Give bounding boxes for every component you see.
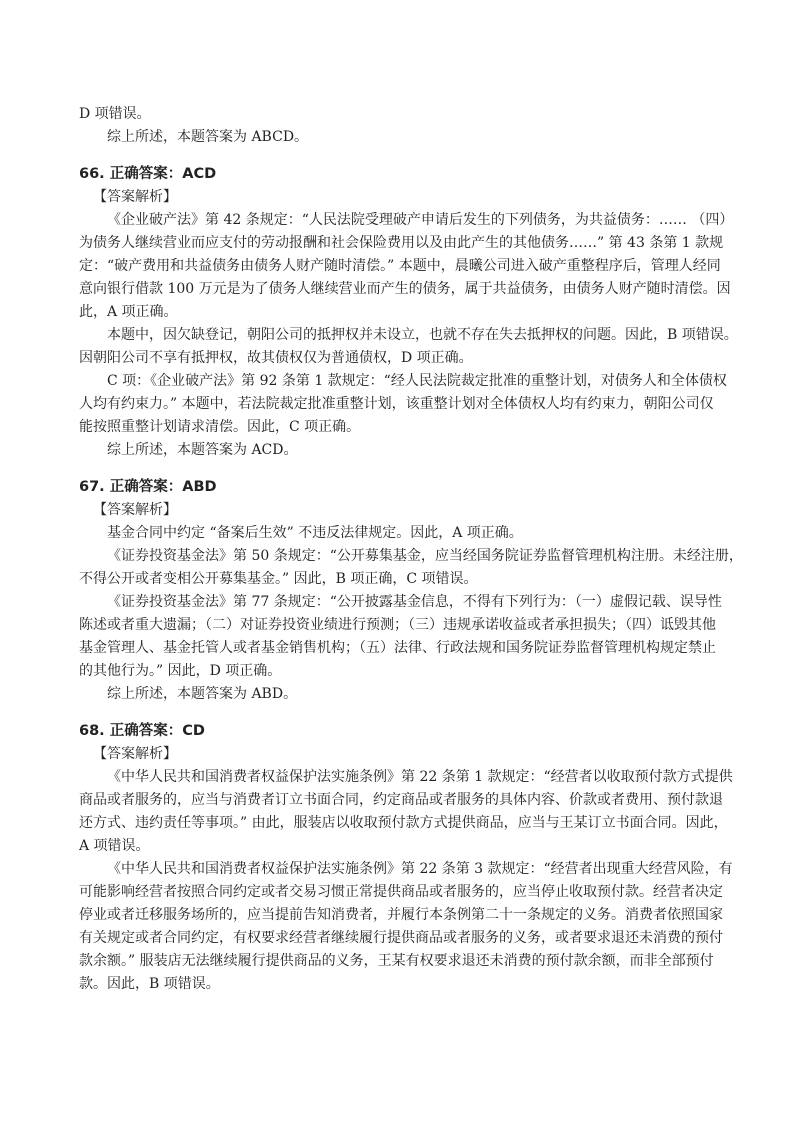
- paragraph: [79, 370, 727, 439]
- text-line: 人均有约束力。” 本题中，若法院裁定批准重整计划，该重整计划对全体债权人均有约束力，朝阳公司仅: [79, 396, 714, 412]
- text-line: 基金合同中约定 “备案后生效” 不违反法律规定。因此，A 项正确。: [107, 525, 523, 541]
- text-line: 有关规定或者合同约定，有权要求经营者继续履行提供商品或者服务的义务，或者要求退还未消费的预付: [79, 930, 723, 946]
- text-line: 为债务人继续营业而应支付的劳动报酬和社会保险费用以及由此产生的其他债务……” 第 43 条第 1 款规: [79, 235, 724, 251]
- paragraph: [79, 522, 721, 545]
- paragraph: [79, 766, 733, 858]
- answer-heading: 68. 正确答案：CD: [79, 723, 205, 739]
- text-line: A 项错误。: [79, 838, 150, 854]
- summary-line: 综上所述，本题答案为 ABCD。: [107, 129, 309, 145]
- answer-section-67: [79, 476, 743, 706]
- text-line: 停业或者迁移服务场所的，应当提前告知消费者，并履行本条例第二十一条规定的义务。消费者依照国家: [79, 907, 723, 923]
- answer-section-66: [79, 163, 738, 462]
- page-content: [79, 103, 743, 996]
- text-line: 基金管理人、基金托管人或者基金销售机构；（五）法律、行政法规和国务院证券监督管理机构规定禁止: [79, 640, 716, 656]
- analysis-label: 【答案解析】: [93, 502, 177, 518]
- text-line: 定：“破产费用和共益债务由债务人财产随时清偿。” 本题中，晨曦公司进入破产重整程序后，管理人经同: [79, 258, 721, 274]
- text-line: 《中华人民共和国消费者权益保护法实施条例》第 22 条第 3 款规定：“经营者出现重大经营风险，有: [107, 861, 733, 877]
- answer-heading: 66. 正确答案：ACD: [79, 166, 217, 182]
- text-line: 《中华人民共和国消费者权益保护法实施条例》第 22 条第 1 款规定：“经营者以收取预付款方式提供: [107, 769, 733, 785]
- text-line: 《证券投资基金法》第 77 条规定：“公开披露基金信息，不得有下列行为：（一）虚假记载、误导性: [107, 594, 722, 610]
- text-line: 还方式、违约责任等事项。” 由此，服装店以收取预付款方式提供商品，应当与王某订立书面合同。因此，: [79, 815, 728, 831]
- summary-line: 综上所述，本题答案为 ABD。: [107, 686, 298, 702]
- text-line: 本题中，因欠缺登记，朝阳公司的抵押权并未设立，也就不存在失去抵押权的问题。因此，B 项错误。: [107, 327, 738, 343]
- answer-heading: 67. 正确答案：ABD: [79, 479, 217, 495]
- text-line: 不得公开或者变相公开募集基金。” 因此，B 项正确，C 项错误。: [79, 571, 478, 587]
- text-line: 能按照重整计划请求清偿。因此，C 项正确。: [79, 419, 361, 435]
- paragraph: [79, 209, 734, 324]
- text-line: 的其他行为。” 因此，D 项正确。: [79, 663, 282, 679]
- analysis-label: 【答案解析】: [93, 746, 177, 762]
- paragraph: [79, 545, 743, 591]
- text-line: 款余额。” 服装店无法继续履行提供商品的义务，王某有权要求退还未消费的预付款余额，而非全部预付: [79, 953, 714, 969]
- text-line: 因朝阳公司不享有抵押权，故其债权仅为普通债权，D 项正确。: [79, 350, 473, 366]
- answer-section-68: [79, 720, 733, 996]
- text-line: 意向银行借款 100 万元是为了债务人继续营业而产生的债务，属于共益债务，由债务人财产随时清偿。因: [79, 281, 731, 297]
- text-line: 陈述或者重大遗漏；（二）对证券投资业绩进行预测；（三）违规承诺收益或者承担损失；（四）诋毁其他: [79, 617, 716, 633]
- text-line: 《证券投资基金法》第 50 条规定：“公开募集基金，应当经国务院证券监督管理机构注册。未经注册，: [107, 548, 743, 564]
- text-line: D 项错误。: [79, 106, 151, 122]
- paragraph: [79, 858, 733, 996]
- paragraph: [79, 324, 738, 370]
- text-line: 款。因此，B 项错误。: [79, 976, 220, 992]
- analysis-label: 【答案解析】: [93, 189, 177, 205]
- text-line: C 项：《企业破产法》第 92 条第 1 款规定：“经人民法院裁定批准的重整计划，对债务人和全体债权: [107, 373, 727, 389]
- paragraph: [79, 591, 721, 683]
- text-line: 此，A 项正确。: [79, 304, 178, 320]
- text-line: 《企业破产法》第 42 条规定：“人民法院受理破产申请后发生的下列债务，为共益债务：…… （四）: [107, 212, 734, 228]
- summary-line: 综上所述，本题答案为 ACD。: [107, 442, 298, 458]
- text-line: 商品或者服务的，应当与消费者订立书面合同，约定商品或者服务的具体内容、价款或者费用、预付款退: [79, 792, 723, 808]
- text-line: 可能影响经营者按照合同约定或者交易习惯正常提供商品或者服务的，应当停止收取预付款。经营者决定: [79, 884, 723, 900]
